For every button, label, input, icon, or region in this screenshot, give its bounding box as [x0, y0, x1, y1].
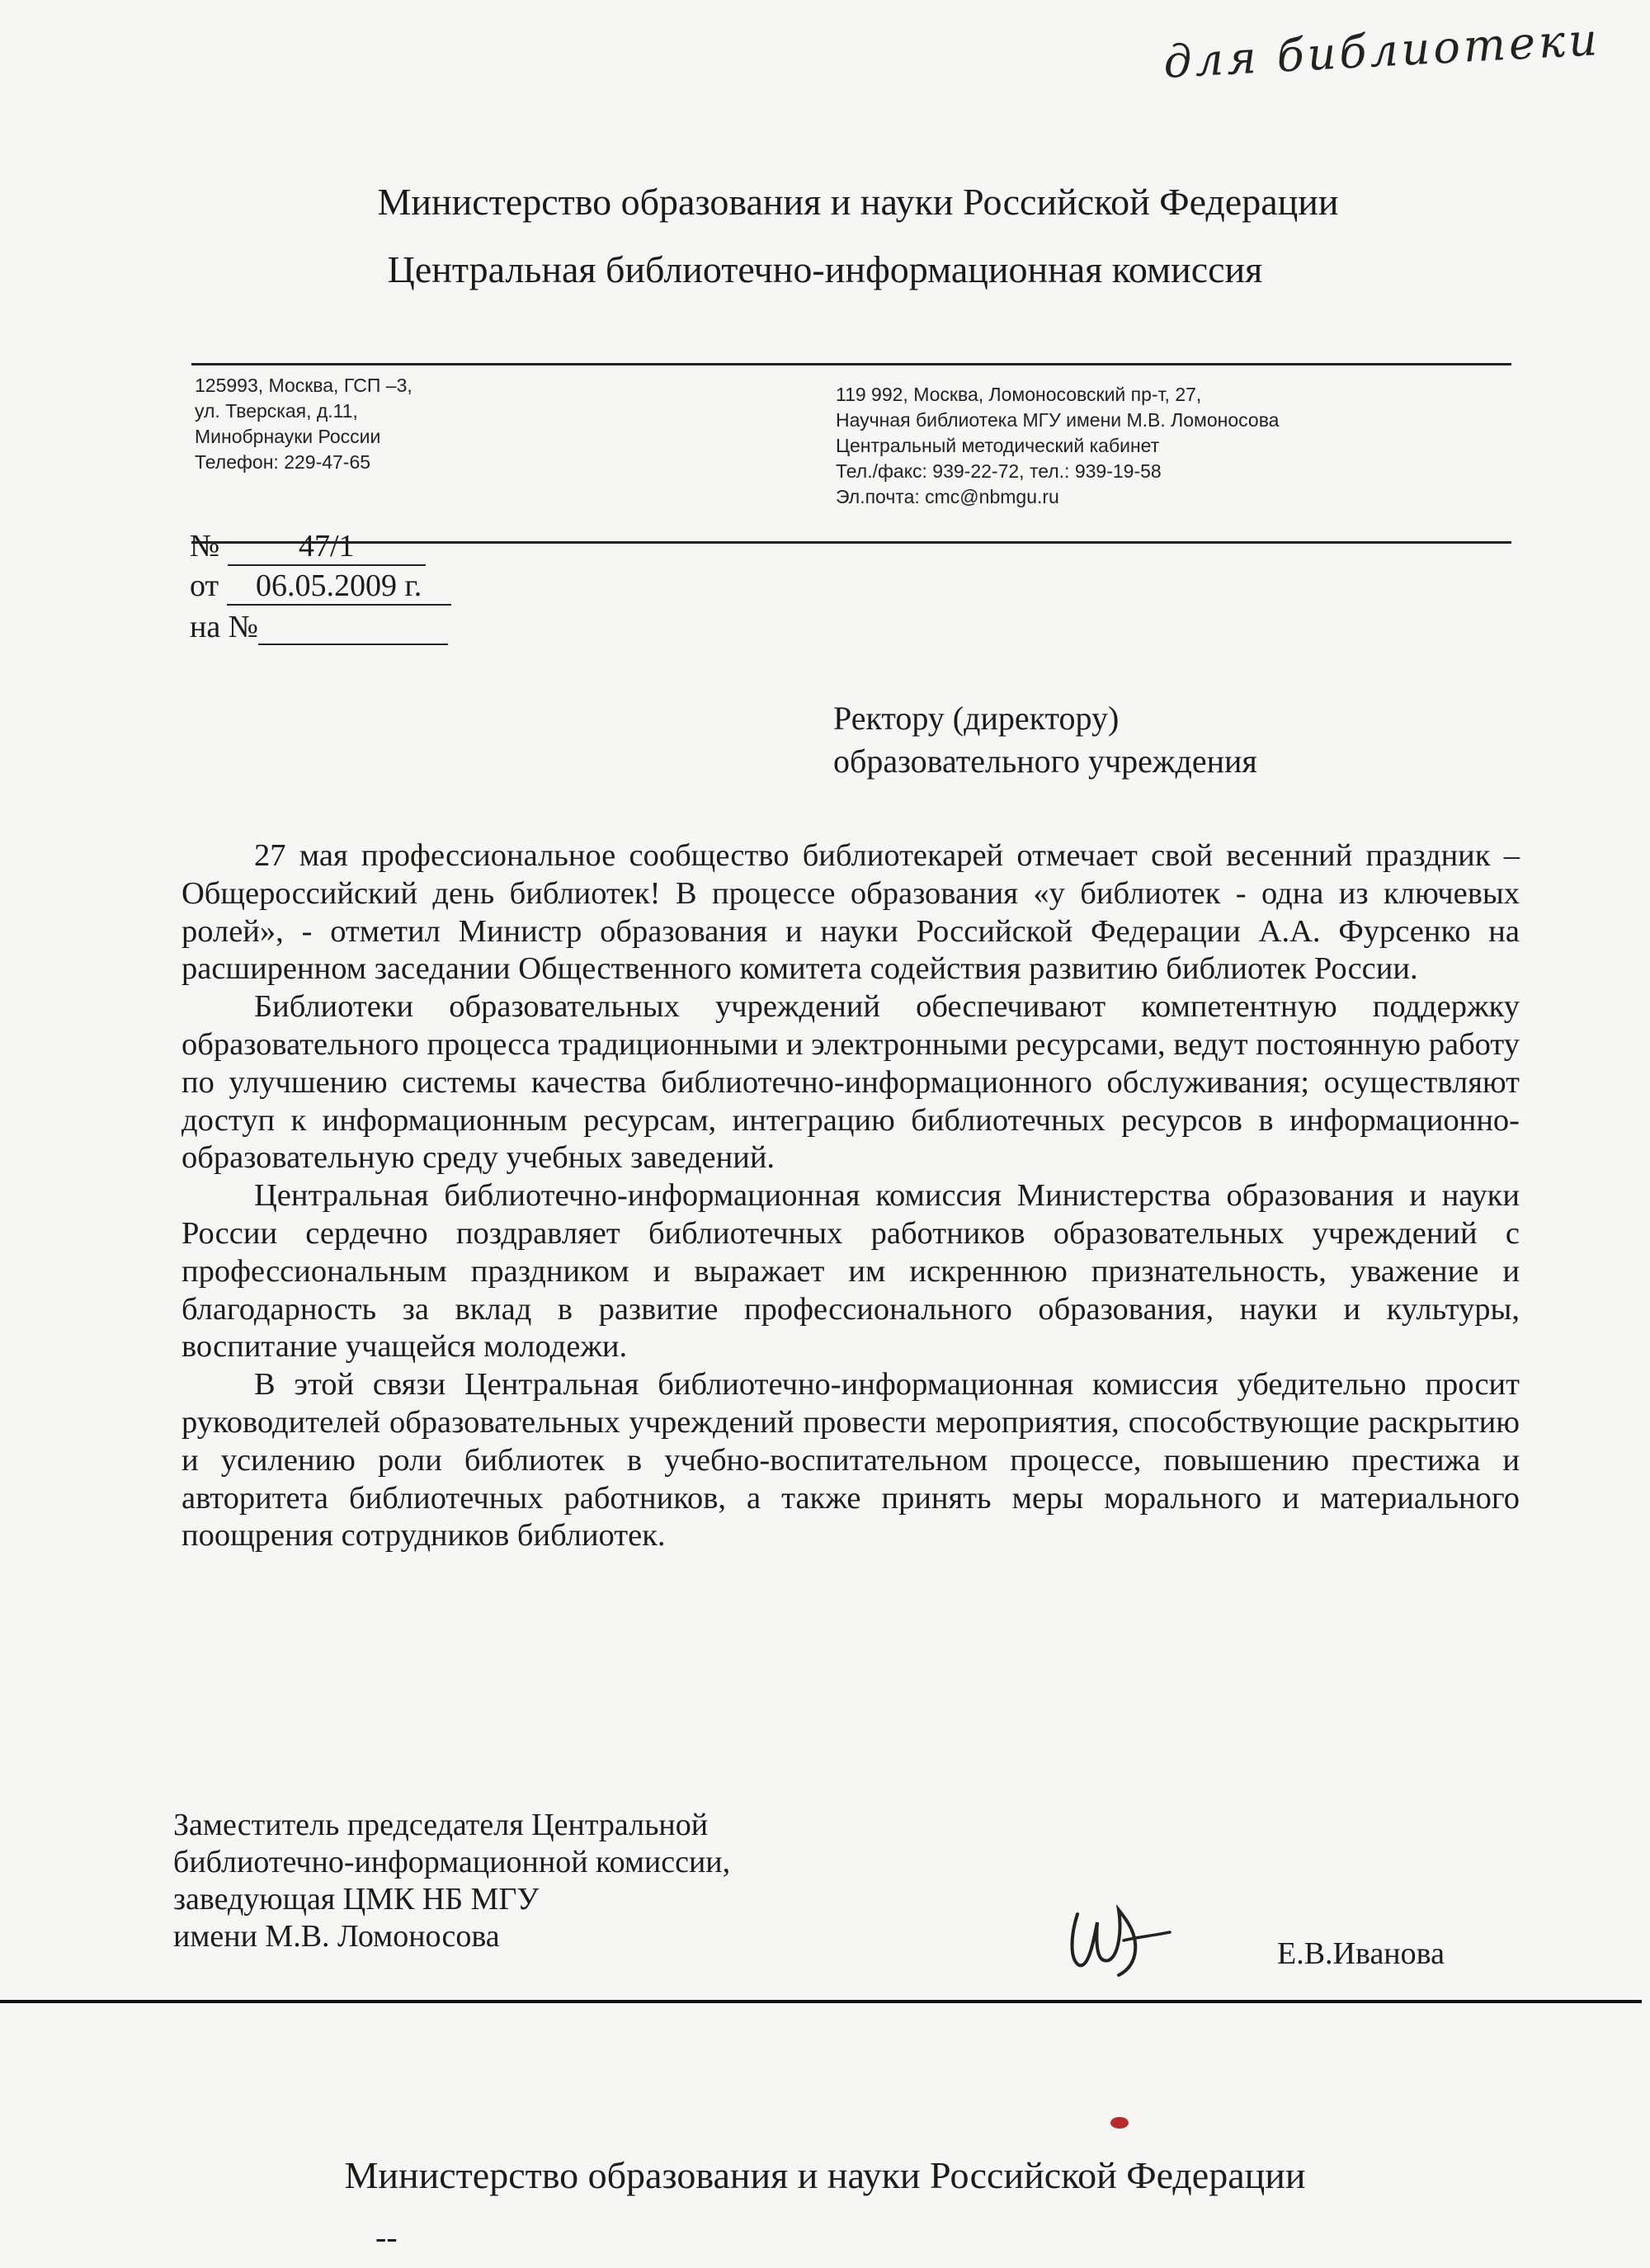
- registration-reference-blank: [258, 612, 448, 645]
- signatory-line: имени М.В. Ломоносова: [173, 1919, 500, 1954]
- address-line: 125993, Москва, ГСП –3,: [195, 375, 412, 396]
- address-line: Эл.почта: cmc@nbmgu.ru: [836, 486, 1059, 507]
- recipient-line: Ректору (директору): [833, 700, 1120, 737]
- letter-body: [182, 837, 1520, 1555]
- header-rule: [191, 363, 1511, 365]
- registration-number-label: №: [190, 529, 220, 563]
- recipient-line: образовательного учреждения: [833, 743, 1257, 780]
- signatory-line: заведующая ЦМК НБ МГУ: [173, 1882, 540, 1917]
- commission-heading: Центральная библиотечно-информационная комиссия: [387, 248, 1263, 290]
- handwritten-note: для библиотеки: [1162, 13, 1602, 88]
- registration-number-value: 47/1: [228, 528, 426, 566]
- signatory-line: библиотечно-информационной комиссии,: [173, 1845, 731, 1879]
- address-line: Минобрнауки России: [195, 426, 381, 447]
- sender-address-left: [195, 373, 412, 475]
- next-page-ministry-heading: Министерство образования и науки Российской Федерации: [344, 2154, 1306, 2196]
- address-line: 119 992, Москва, Ломоносовский пр-т, 27,: [836, 384, 1202, 405]
- address-line: Центральный методический кабинет: [836, 435, 1160, 456]
- page-bottom-rule: [0, 2000, 1642, 2003]
- registration-reference: [190, 609, 448, 645]
- address-line: Научная библиотека МГУ имени М.В. Ломоносова: [836, 409, 1280, 431]
- address-line: Телефон: 229-47-65: [195, 451, 371, 473]
- registration-number: [190, 528, 426, 566]
- body-paragraph: 27 мая профессиональное сообщество библиотекарей отмечает свой весенний праздник – Общероссийский день библиотек! В процессе образования «у библиотек - одна из ключевых ролей», - отметил Министр образования и науки Российской Федерации А.А. Фурсенко на расширенном заседании Общественного комитета содействия развитию библиотек России.: [182, 838, 1520, 987]
- signer-name: Е.В.Иванова: [1277, 1936, 1445, 1971]
- registration-reference-label: на №: [190, 610, 258, 644]
- red-ink-mark: [1110, 2117, 1129, 2129]
- body-paragraph: Библиотеки образовательных учреждений обеспечивают компетентную поддержку образовательного процесса традиционными и электронными ресурсами, ведут постоянную работу по улучшению системы качества библиотечно-информационного обслуживания; осуществляют доступ к информационным ресурсам, интеграцию библиотечных ресурсов в информационно-образовательную среду учебных заведений.: [182, 989, 1520, 1176]
- ministry-heading: Министерство образования и науки Российской Федерации: [377, 181, 1339, 223]
- sender-address-right: [836, 382, 1279, 510]
- registration-date: [190, 568, 451, 606]
- body-paragraph: В этой связи Центральная библиотечно-информационная комиссия убедительно просит руководителей образовательных учреждений провести мероприятия, способствующие раскрытию и усилению роли библиотек в учебно-воспитательном процессе, повышению престижа и авторитета библиотечных работников, а также принять меры морального и материального поощрения сотрудников библиотек.: [182, 1367, 1520, 1554]
- registration-date-label: от: [190, 568, 219, 603]
- handwritten-signature: [1054, 1889, 1178, 1980]
- address-line: Тел./факс: 939-22-72, тел.: 939-19-58: [836, 460, 1162, 482]
- registration-date-value: 06.05.2009 г.: [227, 568, 451, 606]
- next-page-dash: --: [375, 2218, 398, 2256]
- signatory-line: Заместитель председателя Центральной: [173, 1808, 709, 1842]
- signatory-title: [173, 1807, 730, 1955]
- body-paragraph: Центральная библиотечно-информационная комиссия Министерства образования и науки России сердечно поздравляет библиотечных работников образовательных учреждений с профессиональным праздником и выражает им искреннюю признательность, уважение и благодарность за вклад в развитие профессионального образования, науки и культуры, воспитание учащейся молодежи.: [182, 1178, 1520, 1365]
- address-line: ул. Тверская, д.11,: [195, 400, 358, 422]
- recipient-block: [833, 697, 1257, 783]
